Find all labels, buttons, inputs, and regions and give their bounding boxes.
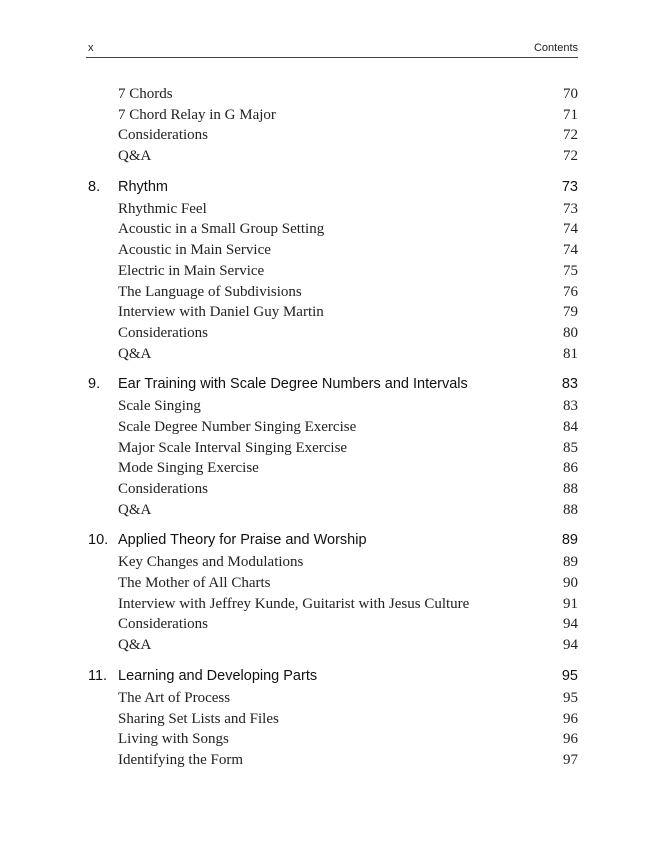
chapter-number: 10. [88,532,109,549]
toc-entry [86,282,578,303]
page-numeral: x [88,42,94,54]
entry-title: 7 Chords [118,86,173,102]
entry-title: Q&A [118,501,152,518]
toc-entry [86,635,578,656]
entry-page: 76 [563,283,578,300]
toc-entry [86,750,578,771]
entry-page: 72 [563,148,578,165]
entry-title: Electric in Main Service [118,262,265,279]
entry-page: 85 [563,439,578,456]
entry-page: 74 [563,221,578,238]
entry-title: Acoustic in a Small Group Setting [118,221,325,238]
entry-title: Major Scale Interval Singing Exercise [118,439,348,456]
entry-title: Living with Songs [118,731,229,748]
toc-entry [86,729,578,750]
chapter-page: 83 [561,376,578,393]
entry-title: Key Changes and Modulations [118,554,304,571]
entry-page: 88 [563,501,578,518]
entry-page: 74 [563,242,578,259]
entry-page: 73 [563,200,578,217]
chapter-heading [86,177,578,199]
chapter-page: 73 [561,178,578,195]
section-title: Contents [533,42,578,54]
entry-page: 72 [563,127,578,144]
entry-title: Mode Singing Exercise [118,460,259,477]
entry-page: 75 [563,262,578,279]
entry-page: 89 [563,554,578,571]
toc-entry [86,438,578,459]
chapter-title: Rhythm [118,178,168,195]
entry-page: 83 [563,398,578,415]
entry-title: Sharing Set Lists and Files [118,710,279,727]
toc-entry [86,240,578,261]
entry-title: The Mother of All Charts [118,575,271,592]
chapter-number: 11. [88,667,108,684]
toc-entry [86,500,578,521]
toc-entry [86,84,578,105]
entry-title: Scale Singing [118,398,201,415]
entry-title: Rhythmic Feel [118,200,207,217]
entry-page: 91 [563,595,578,612]
entry-title: The Art of Process [118,689,231,706]
entry-title: Acoustic in Main Service [118,242,271,259]
entry-page: 95 [563,689,578,706]
entry-page: 96 [563,731,578,748]
entry-title: Considerations [118,324,208,341]
entry-title: Identifying the Form [118,751,243,768]
toc-entry [86,105,578,126]
entry-title: 7 Chord Relay in G Major [118,106,276,123]
chapter-page: 89 [561,532,578,549]
chapter-heading [86,666,578,688]
toc-entry [86,302,578,323]
toc-entry [86,688,578,709]
chapter-heading [86,374,578,396]
entry-title: Interview with Daniel Guy Martin [118,304,324,321]
entry-page: 94 [563,637,578,654]
entry-page: 70 [563,86,578,102]
entry-page: 80 [563,324,578,341]
toc-entry [86,479,578,500]
toc-entry [86,344,578,365]
toc-entry [86,219,578,240]
entry-title: Considerations [118,616,208,633]
entry-page: 79 [563,304,578,321]
entry-page: 86 [563,460,578,477]
chapter-title: Ear Training with Scale Degree Numbers and Intervals [118,376,468,393]
entry-title: Q&A [118,637,152,654]
entry-title: Considerations [118,481,208,497]
entry-page: 88 [563,481,578,497]
chapter-number: 9. [88,376,101,393]
toc-entry [86,594,578,615]
entry-page: 96 [563,710,578,727]
chapter-page: 95 [561,667,578,684]
chapter-number: 8. [88,178,101,195]
entry-page: 94 [563,616,578,633]
entry-title: Q&A [118,148,152,165]
entry-title: Q&A [118,345,152,362]
toc-entry [86,573,578,594]
toc-entry [86,614,578,635]
entry-page: 90 [563,575,578,592]
toc-entry [86,552,578,573]
entry-title: Scale Degree Number Singing Exercise [118,418,357,435]
entry-title: Considerations [118,127,208,144]
toc-entry [86,261,578,282]
entry-title: Interview with Jeffrey Kunde, Guitarist with Jesus Culture [118,595,470,612]
entry-page: 84 [563,418,578,435]
toc-entry [86,199,578,220]
running-head [86,42,578,58]
toc-entry [86,146,578,167]
chapter-title: Applied Theory for Praise and Worship [118,532,367,549]
entry-title: The Language of Subdivisions [118,283,302,300]
entry-page: 97 [563,751,578,768]
toc-entry [86,458,578,479]
toc-entry [86,396,578,417]
toc-entry [86,417,578,438]
chapter-title: Learning and Developing Parts [118,667,318,684]
header-rule [86,57,578,58]
entry-page: 81 [563,345,578,362]
toc-entry [86,709,578,730]
toc-entry [86,323,578,344]
table-of-contents [86,84,578,771]
chapter-heading [86,530,578,552]
toc-entry [86,125,578,146]
entry-page: 71 [563,106,578,123]
